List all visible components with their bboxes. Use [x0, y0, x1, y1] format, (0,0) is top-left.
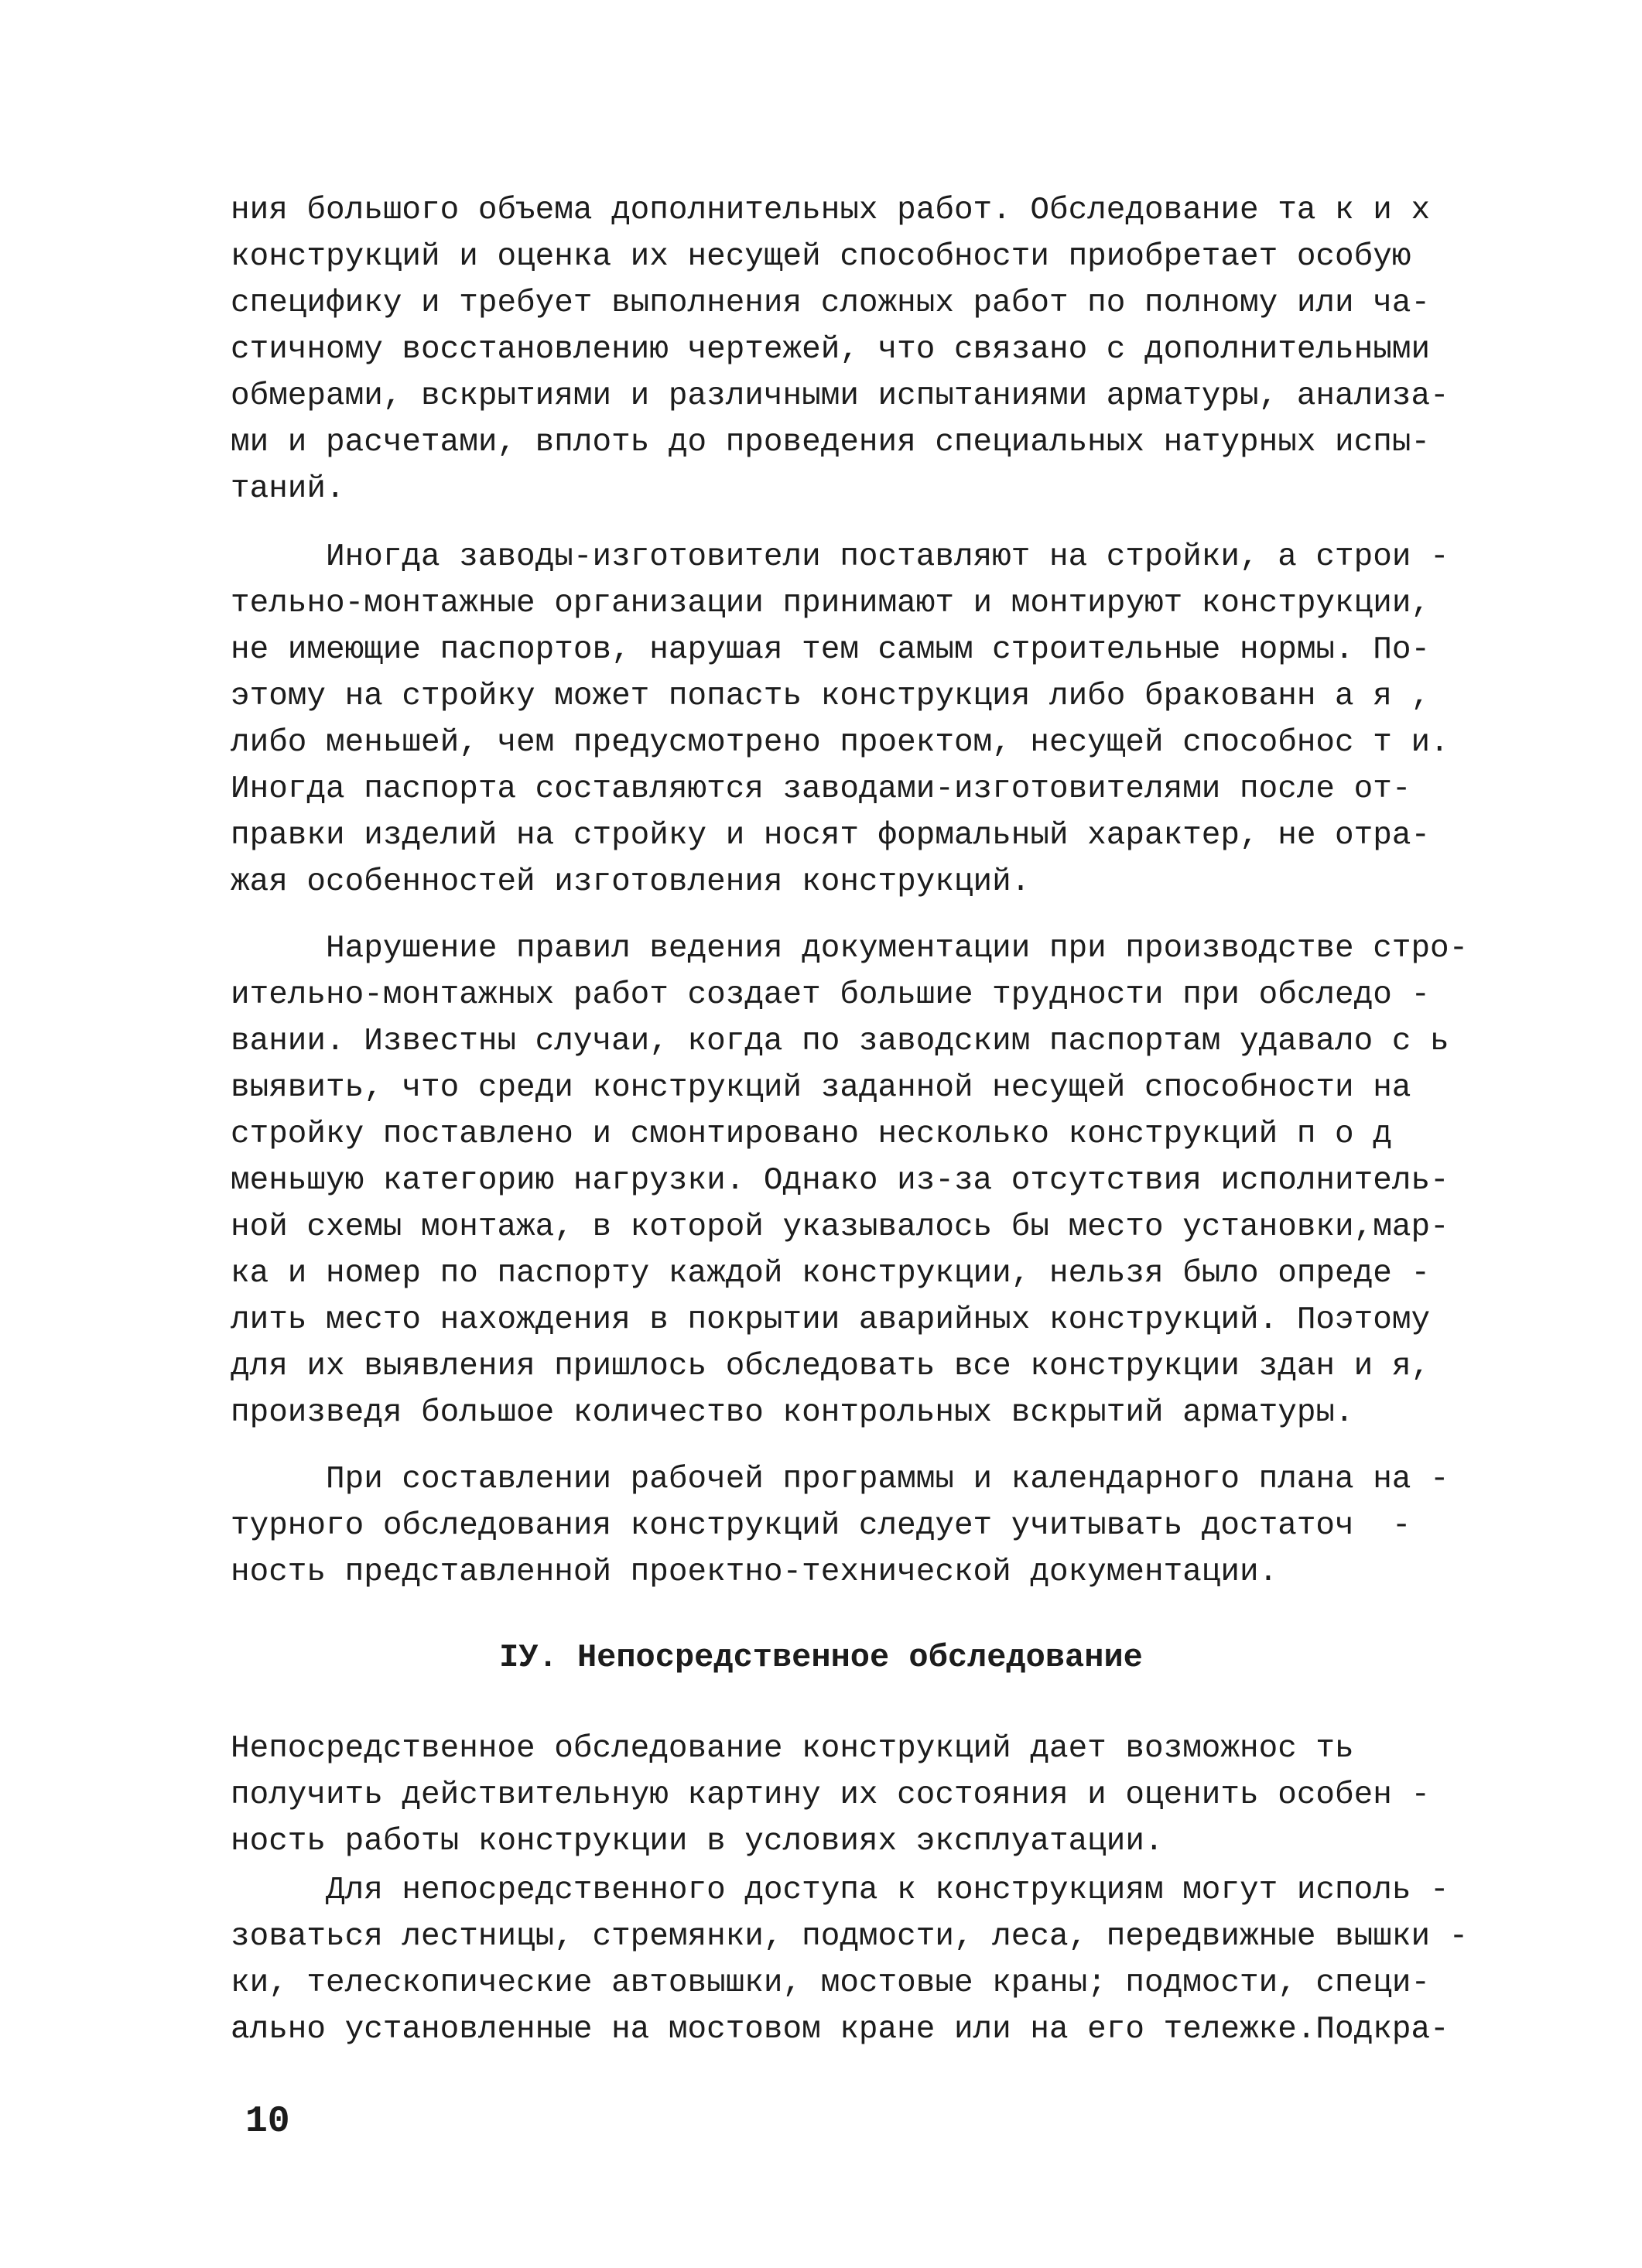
paragraph-3 — [231, 925, 1500, 1436]
text-line: конструкций и оценка их несущей способности приобретает особую — [231, 239, 1411, 275]
paragraph-2 — [231, 534, 1500, 905]
text-line: таний. — [231, 471, 345, 507]
text-line: выявить, что среди конструкций заданной несущей способности на — [231, 1070, 1411, 1106]
text-line: ность работы конструкции в условиях эксплуатации. — [231, 1824, 1164, 1859]
text-line: Нарушение правил ведения документации при производстве стро- — [231, 931, 1469, 966]
paragraph-1 — [231, 187, 1500, 512]
text-line: лить место нахождения в покрытии аварийных конструкций. Поэтому — [231, 1302, 1431, 1338]
text-line: Иногда паспорта составляются заводами-изготовителями после от- — [231, 771, 1411, 807]
text-line: получить действительную картину их состояния и оценить особен - — [231, 1777, 1431, 1813]
text-line: ность представленной проектно-технической документации. — [231, 1555, 1278, 1590]
text-line: тельно-монтажные организации принимают и монтируют конструкции, — [231, 586, 1431, 621]
text-line: специфику и требует выполнения сложных работ по полному или ча- — [231, 286, 1431, 321]
text-line: стройку поставлено и смонтировано несколько конструкций п о д — [231, 1117, 1392, 1152]
text-line: зоваться лестницы, стремянки, подмости, леса, передвижные вышки - — [231, 1919, 1469, 1955]
text-line: правки изделий на стройку и носят формальный характер, не отра- — [231, 818, 1431, 853]
text-line: При составлении рабочей программы и календарного плана на - — [231, 1462, 1449, 1497]
text-line: вании. Известны случаи, когда по заводским паспортам удавало с ь — [231, 1024, 1449, 1059]
text-line: не имеющие паспортов, нарушая тем самым строительные нормы. По- — [231, 632, 1431, 668]
paragraph-4 — [231, 1456, 1500, 1596]
text-line: ально установленные на мостовом кране или на его тележке.Подкра- — [231, 2012, 1449, 2047]
text-line: для их выявления пришлось обследовать все конструкции здан и я, — [231, 1349, 1431, 1384]
text-line: этому на стройку может попасть конструкция либо бракованн а я , — [231, 679, 1431, 714]
text-line: Иногда заводы-изготовители поставляют на стройки, а строи - — [231, 539, 1449, 575]
text-line: ной схемы монтажа, в которой указывалось бы место установки,мар- — [231, 1209, 1449, 1245]
text-line: либо меньшей, чем предусмотрено проектом, несущей способнос т и. — [231, 725, 1449, 761]
text-line: ния большого объема дополнительных работ. Обследование та к и х — [231, 193, 1431, 228]
text-line: ки, телескопические автовышки, мостовые краны; подмости, специ- — [231, 1965, 1431, 2001]
text-line: жая особенностей изготовления конструкций. — [231, 864, 1031, 900]
paragraph-5 — [231, 1726, 1500, 1865]
text-line: Непосредственное обследование конструкций дает возможнос ть — [231, 1731, 1354, 1767]
text-line: стичному восстановлению чертежей, что связано с дополнительными — [231, 332, 1431, 368]
page-number: 10 — [245, 2101, 290, 2143]
text-line: ми и расчетами, вплоть до проведения специальных натурных испы- — [231, 425, 1431, 460]
paragraph-6 — [231, 1867, 1500, 2053]
text-line: турного обследования конструкций следует учитывать достаточ - — [231, 1508, 1411, 1544]
text-line: Для непосредственного доступа к конструкциям могут исполь - — [231, 1873, 1449, 1908]
text-line: ительно-монтажных работ создает большие трудности при обследо - — [231, 977, 1431, 1013]
text-line: произведя большое количество контрольных вскрытий арматуры. — [231, 1395, 1354, 1431]
text-line: ка и номер по паспорту каждой конструкции, нельзя было опреде - — [231, 1256, 1431, 1291]
text-line: обмерами, вскрытиями и различными испытаниями арматуры, анализа- — [231, 378, 1449, 414]
section-heading: IУ. Непосредственное обследование — [499, 1639, 1143, 1676]
text-line: меньшую категорию нагрузки. Однако из-за отсутствия исполнитель- — [231, 1163, 1449, 1199]
